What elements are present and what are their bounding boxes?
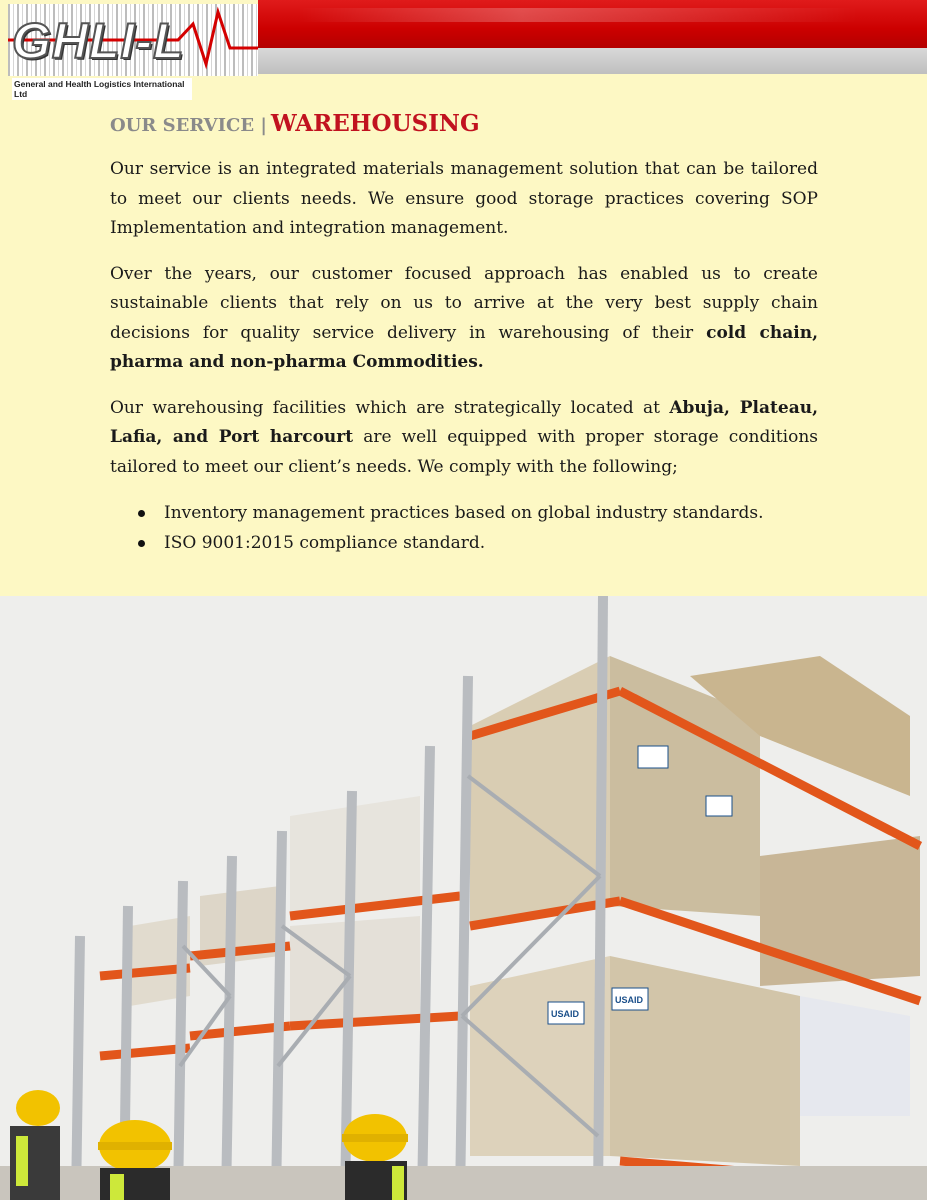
paragraph-approach-bold: cold chain, pharma and non-pharma Commodities. [110, 322, 819, 372]
usaid-label-text: USAID [551, 1009, 580, 1019]
list-item: Inventory management practices based on global industry standards. [110, 498, 818, 528]
paragraph-facilities-end: are well equipped with proper storage conditions tailored to meet our client’s needs. We comply with the following; [110, 427, 818, 477]
paragraph-facilities-locations: Abuja, Plateau, Lafia, and Port harcourt [110, 397, 818, 447]
warehouse-illustration [0, 596, 927, 1200]
page-header [0, 0, 927, 99]
section-title-main: WAREHOUSING [270, 110, 480, 137]
list-item: ISO 9001:2015 compliance standard. [110, 528, 818, 558]
paragraph-approach [110, 260, 818, 378]
paragraph-intro: Our service is an integrated materials management solution that can be tailored to meet our clients needs. We ensure good storage practices covering SOP Implementation and integration management. [110, 159, 818, 238]
section-title [110, 110, 818, 137]
paragraph-approach-text: Over the years, our customer focused approach has enabled us to create sustainable clients that rely on us to arrive at the very best supply chain decisions for quality service delivery in warehousing of their [110, 263, 818, 343]
paragraph-facilities-text: Our warehousing facilities which are strategically located at [110, 397, 670, 418]
usaid-label-text: USAID [615, 995, 644, 1005]
section-title-prefix: OUR SERVICE | [110, 115, 267, 136]
compliance-list [110, 498, 818, 558]
company-name: General and Health Logistics International Ltd [12, 78, 192, 100]
header-grey-band [258, 48, 927, 74]
company-logo [8, 4, 258, 99]
header-red-band [258, 0, 927, 48]
logo-text: GHLI-L [12, 13, 185, 69]
warehouse-photo [0, 596, 927, 1200]
main-content [110, 110, 818, 558]
paragraph-facilities [110, 394, 818, 483]
